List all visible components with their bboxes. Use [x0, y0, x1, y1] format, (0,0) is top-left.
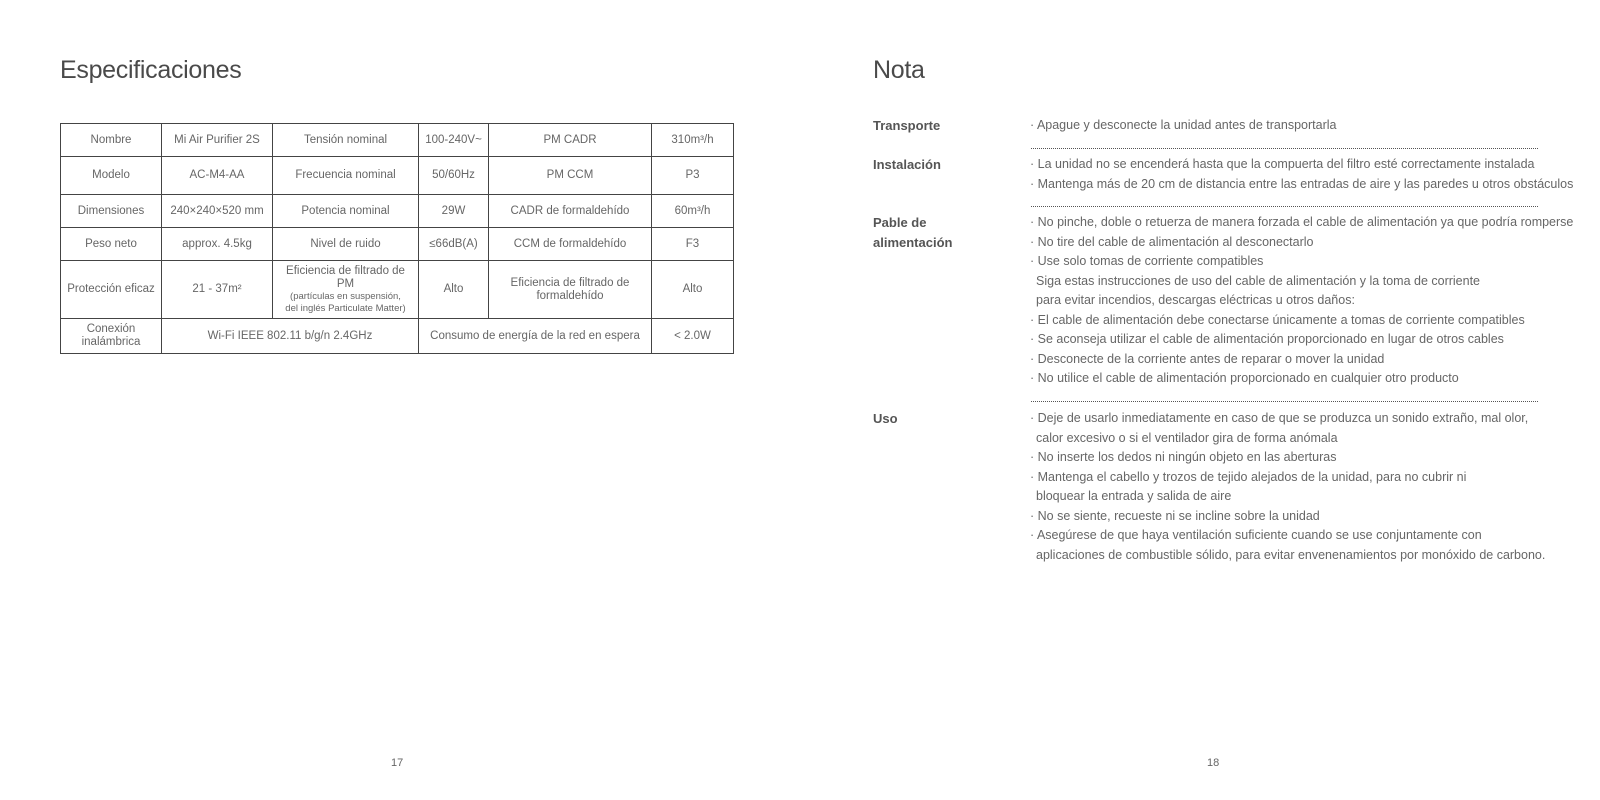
table-cell: Potencia nominal: [273, 195, 419, 228]
list-item: · Desconecte de la corriente antes de reparar o mover la unidad: [1030, 351, 1385, 366]
section-list: [1030, 155, 1574, 194]
list-item: · Mantenga el cabello y trozos de tejido alejados de la unidad, para no cubrir ni: [1030, 469, 1467, 484]
table-cell: Nivel de ruido: [273, 228, 419, 261]
table-cell: F3: [652, 228, 734, 261]
dotted-divider: [1031, 148, 1538, 149]
section-label: [873, 213, 1023, 253]
table-cell: Mi Air Purifier 2S: [162, 124, 273, 157]
list-item: · Deje de usarlo inmediatamente en caso de que se produzca un sonido extraño, mal olor,: [1030, 411, 1529, 425]
page-number: 18: [1207, 757, 1220, 769]
list-item: · Apague y desconecte la unidad antes de transportarla: [1030, 118, 1337, 132]
list-item: · No se siente, recueste ni se incline sobre la unidad: [1030, 508, 1320, 523]
page-number: 17: [391, 757, 404, 769]
table-cell: Dimensiones: [61, 195, 162, 228]
list-item: · Use solo tomas de corriente compatibles: [1030, 254, 1264, 268]
table-cell: PM CADR: [489, 124, 652, 157]
list-item: · La unidad no se encenderá hasta que la compuerta del filtro esté correctamente instalada: [1030, 157, 1535, 171]
dotted-divider: [1031, 401, 1538, 402]
table-cell: Protección eficaz: [61, 261, 162, 319]
table-row: [61, 228, 734, 261]
table-cell: 100-240V~: [419, 124, 489, 157]
list-item: bloquear la entrada y salida de aire: [1036, 489, 1232, 503]
section-list: [1030, 409, 1546, 565]
table-cell: Conexión inalámbrica: [61, 319, 162, 354]
list-item: · Asegúrese de que haya ventilación suficiente cuando se use conjuntamente con: [1030, 528, 1482, 542]
table-cell: approx. 4.5kg: [162, 228, 273, 261]
section-label: Instalación: [873, 157, 941, 172]
table-cell: Alto: [419, 261, 489, 319]
list-item: · Mantenga más de 20 cm de distancia entre las entradas de aire y las paredes u otros obstáculos: [1030, 176, 1574, 191]
table-cell: CADR de formaldehído: [489, 195, 652, 228]
list-item: · No inserte los dedos ni ningún objeto en las aberturas: [1030, 450, 1337, 464]
list-item: · No tire del cable de alimentación al desconectarlo: [1030, 234, 1314, 249]
list-item: calor excesivo o si el ventilador gira de forma anómala: [1036, 430, 1338, 445]
table-cell: AC-M4-AA: [162, 157, 273, 195]
table-cell: 21 - 37m²: [162, 261, 273, 319]
table-cell: Eficiencia de filtrado de formaldehído: [489, 261, 652, 319]
table-cell: 60m³/h: [652, 195, 734, 228]
table-cell: [273, 261, 419, 319]
table-row: [61, 124, 734, 157]
section-label-line: alimentación: [873, 235, 953, 250]
section-label: Uso: [873, 411, 898, 426]
table-row: [61, 261, 734, 319]
table-cell: Tensión nominal: [273, 124, 419, 157]
table-cell: 50/60Hz: [419, 157, 489, 195]
cell-note-line: del inglés Particulate Matter): [285, 302, 406, 314]
list-item: · No utilice el cable de alimentación proporcionado en cualquier otro producto: [1030, 371, 1459, 385]
specifications-table: [60, 123, 734, 354]
table-cell: ≤66dB(A): [419, 228, 489, 261]
list-item: aplicaciones de combustible sólido, para evitar envenenamientos por monóxido de carbono.: [1036, 547, 1546, 562]
table-cell: 240×240×520 mm: [162, 195, 273, 228]
table-row: [61, 157, 734, 195]
table-row: [61, 195, 734, 228]
table-cell: Modelo: [61, 157, 162, 195]
table-cell: Alto: [652, 261, 734, 319]
page-title: Nota: [873, 56, 925, 84]
cell-main-text: Eficiencia de filtrado de PM: [286, 264, 405, 290]
list-item: · Se aconseja utilizar el cable de alimentación proporcionado en lugar de otros cables: [1030, 332, 1504, 346]
dotted-divider: [1031, 206, 1538, 207]
table-cell: CCM de formaldehído: [489, 228, 652, 261]
list-item: Siga estas instrucciones de uso del cable de alimentación y la toma de corriente: [1036, 273, 1481, 288]
table-cell: Nombre: [61, 124, 162, 157]
table-cell: 29W: [419, 195, 489, 228]
list-item: · El cable de alimentación debe conectarse únicamente a tomas de corriente compatibles: [1030, 312, 1525, 327]
table-cell: Consumo de energía de la red en espera: [419, 319, 652, 354]
page-title: Especificaciones: [60, 56, 242, 84]
table-cell: Wi-Fi IEEE 802.11 b/g/n 2.4GHz: [162, 319, 419, 354]
table-cell: Peso neto: [61, 228, 162, 261]
table-cell: PM CCM: [489, 157, 652, 195]
list-item: · No pinche, doble o retuerza de manera forzada el cable de alimentación ya que podría romperse: [1030, 215, 1574, 229]
list-item: para evitar incendios, descargas eléctricas u otros daños:: [1036, 293, 1355, 307]
table-cell: < 2.0W: [652, 319, 734, 354]
table-cell: 310m³/h: [652, 124, 734, 157]
table-row: [61, 319, 734, 354]
section-list: [1030, 116, 1540, 136]
cell-note-line: (partículas en suspensión,: [290, 290, 401, 302]
table-cell: Frecuencia nominal: [273, 157, 419, 195]
table-cell: P3: [652, 157, 734, 195]
section-list: [1030, 213, 1574, 389]
right-page: [800, 0, 1600, 800]
section-label: Transporte: [873, 118, 941, 133]
section-label-line: Pable de: [873, 215, 927, 230]
